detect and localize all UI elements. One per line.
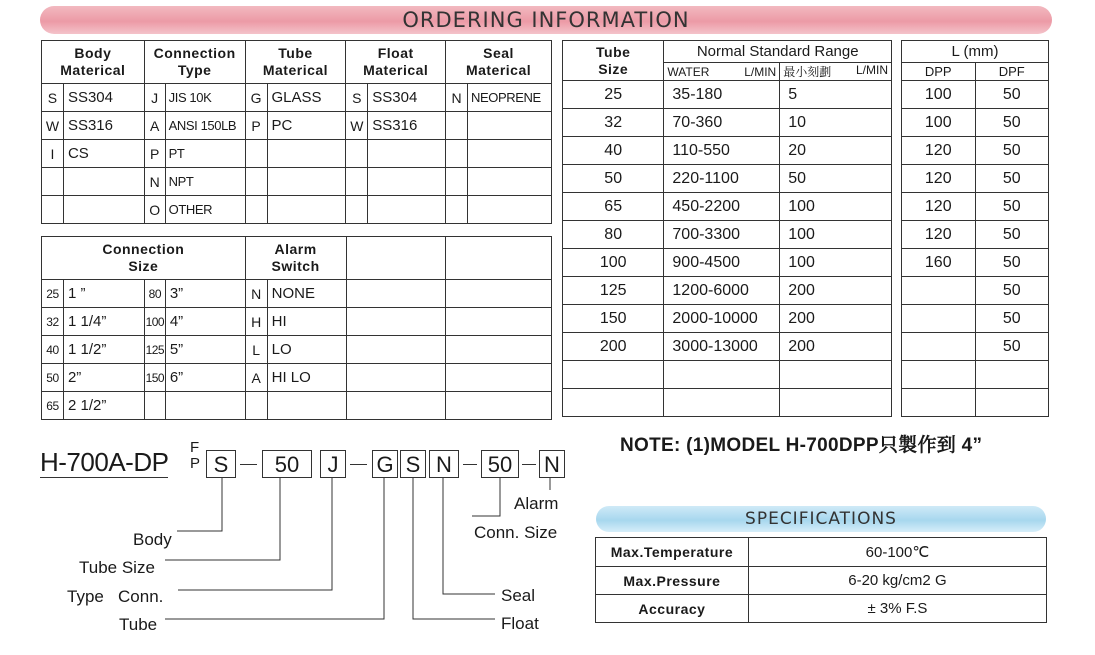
variant-f: F bbox=[190, 439, 200, 456]
table-row: 125 1200-6000 200 bbox=[563, 277, 892, 305]
table-row: 50 2” 150 6” A HI LO bbox=[42, 364, 552, 392]
table-row bbox=[902, 361, 1049, 389]
ordering-info-title: ORDERING INFORMATION bbox=[402, 8, 690, 32]
table-row: 120 50 bbox=[902, 221, 1049, 249]
code-dash bbox=[240, 464, 257, 465]
table-row: 200 3000-13000 200 bbox=[563, 333, 892, 361]
length-header: L (mm) bbox=[902, 41, 1049, 63]
variant-p: P bbox=[190, 455, 201, 472]
table-row: 65 2 1/2” bbox=[42, 392, 552, 420]
tube-material-header: Tube Materical bbox=[245, 41, 346, 84]
table-row: 50 bbox=[902, 305, 1049, 333]
seal-material-header: Seal Materical bbox=[446, 41, 552, 84]
table-row: 120 50 bbox=[902, 193, 1049, 221]
label-tube-size: Tube Size bbox=[79, 558, 155, 577]
code-box-alarm: N bbox=[539, 450, 565, 478]
water-label: WATER bbox=[667, 64, 710, 79]
label-seal: Seal bbox=[501, 586, 536, 605]
code-dash bbox=[463, 464, 477, 465]
connection-type-header: Connection Type bbox=[144, 41, 245, 84]
specifications-table bbox=[595, 537, 1047, 623]
table-row: 65 450-2200 100 bbox=[563, 193, 892, 221]
code-box-seal: N bbox=[429, 450, 459, 478]
tube-size-header: Tube Size bbox=[563, 41, 664, 81]
label-float: Float bbox=[501, 614, 539, 633]
label-body: Body bbox=[133, 530, 172, 549]
table-row bbox=[902, 389, 1049, 417]
table-row: 40 1 1/2” 125 5” L LO bbox=[42, 336, 552, 364]
table-row: 32 70-360 10 bbox=[563, 109, 892, 137]
label-tube: Tube bbox=[119, 615, 158, 634]
code-box-body: S bbox=[206, 450, 236, 478]
float-material-header: Float Materical bbox=[346, 41, 446, 84]
table-row: 100 50 bbox=[902, 109, 1049, 137]
connection-size-table bbox=[41, 236, 552, 420]
table-row: 160 50 bbox=[902, 249, 1049, 277]
code-box-conn-size: 50 bbox=[481, 450, 519, 478]
table-row: 25 35-180 5 bbox=[563, 81, 892, 109]
alarm-switch-header: Alarm Switch bbox=[245, 237, 346, 280]
model-note: NOTE: (1)MODEL H-700DPP只製作到 4” bbox=[620, 435, 983, 456]
table-row: W SS316 A ANSI 150LB P PC W SS316 bbox=[42, 112, 552, 140]
connection-size-header: Connection Size bbox=[42, 237, 246, 280]
ordering-info-banner bbox=[40, 6, 1052, 34]
table-row: 120 50 bbox=[902, 137, 1049, 165]
table-row: 25 1 ” 80 3” N NONE bbox=[42, 280, 552, 308]
unit-label: L/MIN bbox=[855, 63, 888, 77]
code-dash bbox=[350, 464, 367, 465]
table-row: Accuracy ± 3% F.S bbox=[596, 595, 1047, 623]
table-row: 100 50 bbox=[902, 81, 1049, 109]
table-row: Max.Temperature 60-100℃ bbox=[596, 538, 1047, 567]
table-row: 32 1 1/4” 100 4” H HI bbox=[42, 308, 552, 336]
table-row: I CS P PT bbox=[42, 140, 552, 168]
code-box-tube: G bbox=[372, 450, 398, 478]
table-row: 50 220-1100 50 bbox=[563, 165, 892, 193]
table-row: Max.Pressure 6-20 kg/cm2 G bbox=[596, 567, 1047, 595]
table-row bbox=[563, 361, 892, 389]
code-box-tube-size: 50 bbox=[262, 450, 312, 478]
table-row: 150 2000-10000 200 bbox=[563, 305, 892, 333]
table-row: 40 110-550 20 bbox=[563, 137, 892, 165]
specifications-banner bbox=[596, 506, 1046, 532]
label-conn-size: Conn. Size bbox=[474, 523, 558, 542]
table-row: 80 700-3300 100 bbox=[563, 221, 892, 249]
material-table bbox=[41, 40, 552, 224]
length-table: L (mm) DPP DPF 100 50 100 50 120 50 120 50 120 50 120 50 160 50 50 50 50 bbox=[901, 40, 1049, 417]
body-material-header: Body Materical bbox=[42, 41, 145, 84]
min-scale-label: 最小刻劃 bbox=[783, 65, 832, 79]
range-table bbox=[562, 40, 892, 417]
table-row: S SS304 J JIS 10K G GLASS S SS304 N NEOPRENE bbox=[42, 84, 552, 112]
range-header: Normal Standard Range bbox=[664, 41, 892, 63]
code-box-connection: J bbox=[320, 450, 346, 478]
label-alarm: Alarm bbox=[514, 494, 559, 513]
label-type-conn: Type Conn. bbox=[67, 587, 164, 606]
specifications-title: SPECIFICATIONS bbox=[745, 509, 897, 529]
model-prefix: H-700A-DP bbox=[40, 447, 169, 477]
unit-label: L/MIN bbox=[744, 64, 777, 79]
table-row bbox=[563, 389, 892, 417]
code-box-float: S bbox=[400, 450, 426, 478]
table-row: O OTHER bbox=[42, 196, 552, 224]
table-row: 50 bbox=[902, 333, 1049, 361]
table-row: N NPT bbox=[42, 168, 552, 196]
code-dash bbox=[522, 464, 536, 465]
table-row: 50 bbox=[902, 277, 1049, 305]
table-row: 120 50 bbox=[902, 165, 1049, 193]
table-row: 100 900-4500 100 bbox=[563, 249, 892, 277]
